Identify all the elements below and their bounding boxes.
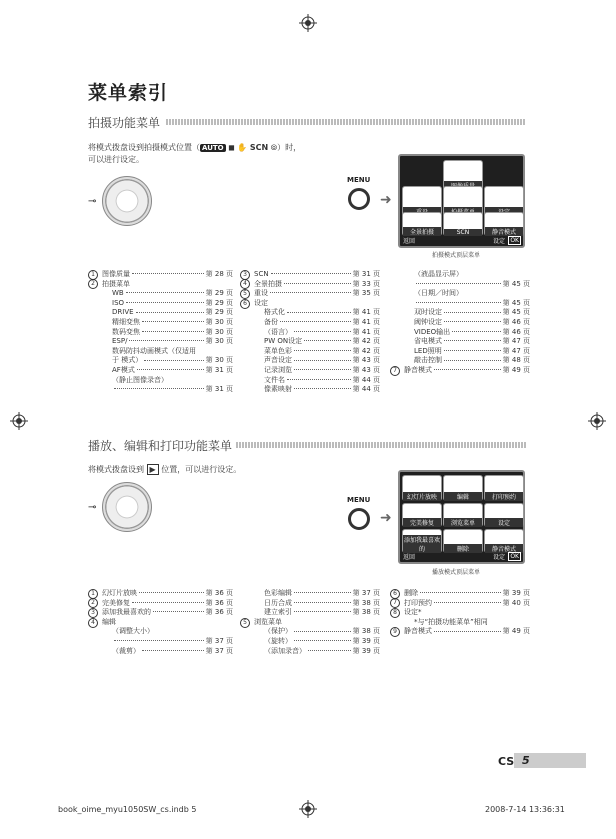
entry-label: 数码防抖动画模式（仅适用 [112,346,196,355]
entry-page-ref[interactable]: 第 41 页 [352,317,380,326]
entry-dots [126,292,204,293]
index-entry [390,608,530,618]
index-entry [88,618,233,628]
entry-page-ref[interactable]: 第 30 页 [205,337,233,346]
entry-page-ref[interactable]: 第 42 页 [352,337,380,346]
entry-page-ref[interactable]: 第 46 页 [502,317,530,326]
intro-text: 将模式拨盘设到 [88,465,144,474]
screen1-caption: 拍摄模式顶层菜单 [432,252,481,259]
entry-page-ref[interactable]: 第 44 页 [352,385,380,394]
entry-page-ref[interactable]: 第 37 页 [205,646,233,655]
index-entry [88,366,233,376]
entry-dots [287,379,351,380]
tile-label: 删除 [444,544,482,553]
screen-tile-print-order[interactable] [484,475,524,501]
index-entry [88,289,233,299]
section1-column-3 [390,270,530,376]
index-entry [88,280,233,290]
entry-label: 阈钟设定 [414,317,442,326]
entry-label: （静止图像录音） [112,375,168,384]
mode-dial[interactable] [102,176,152,226]
registration-mark-bottom [299,800,317,818]
entry-dots [434,369,501,370]
movie-icon: ⦾ [270,143,278,152]
arrow-icon: ⊸ [88,196,97,207]
index-entry [240,280,380,290]
mode-dial[interactable] [102,482,152,532]
screen-tile-add-favorite[interactable] [402,529,442,553]
screen-tile-edit[interactable] [443,475,483,501]
entry-dots [416,302,501,303]
entry-page-ref[interactable]: 第 49 页 [502,365,530,374]
entry-label: DRIVE [112,308,134,317]
entry-dots [294,631,351,632]
playback-menu-screen [398,470,525,564]
entry-dots [416,283,501,284]
entry-label: 于 模式） [112,356,143,365]
entry-label: 日历合成 [264,598,292,607]
entry-label: 拍摄菜单 [102,279,130,288]
section1-column-1 [88,270,233,395]
entry-page-ref[interactable]: 第 45 页 [502,279,530,288]
entry-page-ref[interactable]: 第 30 页 [205,327,233,336]
entry-label: WB [112,289,124,298]
entry-dots [153,611,204,612]
tile-label: 静音模式 [485,227,523,236]
index-entry [390,328,530,338]
entry-page-ref[interactable]: 第 37 页 [352,589,380,597]
index-entry [88,637,233,647]
entry-page-ref[interactable]: 第 38 页 [352,608,380,617]
entry-page-ref[interactable]: 第 33 页 [352,279,380,288]
entry-label: （调整大小） [112,627,154,636]
entry-number: 4 [240,279,250,289]
index-entry [240,299,380,309]
screen-ok: 设定 [492,238,505,245]
index-entry [390,299,530,309]
entry-dots [144,360,203,361]
entry-page-ref[interactable]: 第 49 页 [502,627,530,636]
entry-dots [294,592,351,593]
entry-dots [420,592,501,593]
entry-dots [132,602,204,603]
tile-label: 添加我最喜欢的 [403,537,440,553]
entry-page-ref[interactable]: 第 43 页 [352,365,380,374]
entry-number: 7 [390,366,400,376]
playback-icon: ▶ [147,464,159,475]
index-entry [390,318,530,328]
entry-label: （液晶显示屏） [414,270,463,278]
entry-label: 菜单色彩 [264,346,292,355]
entry-label: 像素映射 [264,385,292,394]
page-lang: CS [498,755,515,768]
entry-label: 数码变焦 [112,327,140,336]
entry-label: ESP/ [112,337,128,346]
ok-icon: OK [510,553,519,560]
registration-mark-right [588,412,606,430]
index-entry [88,328,233,338]
entry-label: 色彩编辑 [264,589,292,597]
index-entry [390,589,530,599]
section2-column-1 [88,589,233,656]
tile-label: 浏览菜单 [444,518,482,527]
index-entry [390,366,530,376]
tile-label: 打印预约 [485,492,523,501]
entry-number: 2 [88,279,98,289]
arrow-icon: ⊸ [88,502,97,513]
entry-page-ref[interactable]: 第 38 页 [352,598,380,607]
entry-page-ref[interactable]: 第 36 页 [205,608,233,617]
page-number: 5 [522,754,530,767]
entry-page-ref[interactable]: 第 42 页 [352,346,380,355]
index-entry [390,289,530,299]
index-entry [88,376,233,386]
registration-mark-top [299,14,317,32]
entry-number: 1 [88,270,98,280]
entry-page-ref[interactable]: 第 47 页 [502,337,530,346]
entry-page-ref[interactable]: 第 41 页 [352,327,380,336]
index-entry [88,337,233,347]
entry-page-ref[interactable]: 第 41 页 [352,308,380,317]
entry-page-ref[interactable]: 第 45 页 [502,308,530,317]
entry-page-ref[interactable]: 第 35 页 [352,289,380,298]
entry-dots [294,331,351,332]
entry-page-ref[interactable]: 第 45 页 [502,298,530,307]
entry-number: 3 [88,608,98,618]
entry-label: 建立索引 [264,608,292,617]
section2-intro [88,464,241,476]
entry-dots [294,360,351,361]
index-entry [390,270,530,280]
section2-heading: 播放、编辑和打印功能菜单 [88,439,233,453]
arrow-right-icon: ➜ [380,192,392,208]
index-entry [390,599,530,609]
entry-label: 备份 [264,317,278,326]
entry-dots [142,321,204,322]
screen-tile-erase[interactable] [443,529,483,553]
entry-dots [114,388,204,389]
section1-heading: 拍摄功能菜单 [88,116,161,130]
entry-number: 2 [88,598,98,608]
screen-ok: 设定 [492,554,505,561]
menu-button[interactable] [348,188,370,210]
index-entry [88,589,233,599]
index-entry [390,280,530,290]
entry-page-ref[interactable]: 第 36 页 [205,598,233,607]
index-entry [240,289,380,299]
entry-page-ref[interactable]: 第 31 页 [352,270,380,278]
tile-label: 全景拍摄 [403,227,441,236]
screen2-caption: 播放模式顶层菜单 [432,569,481,576]
entry-page-ref[interactable]: 第 28 页 [205,270,233,278]
entry-page-ref[interactable]: 第 48 页 [502,356,530,365]
entry-dots [444,350,501,351]
index-entry [240,270,380,280]
index-entry [240,318,380,328]
screen-tile-panorama[interactable] [402,212,442,236]
footer-left: book_oime_myu1050SW_cs.indb 5 [58,805,197,814]
entry-label: 全景拍摄 [254,279,282,288]
entry-label: （裁剪） [112,646,140,655]
entry-label: （保护） [264,627,292,636]
index-entry [88,627,233,637]
entry-page-ref[interactable]: 第 29 页 [205,308,233,317]
entry-dots [444,360,501,361]
entry-label: 静音模式 [404,365,432,374]
entry-page-ref[interactable]: 第 46 页 [502,327,530,336]
menu-button[interactable] [348,508,370,530]
entry-dots [304,340,351,341]
arrow-right-icon: ➜ [380,510,392,526]
screen-tile-scn[interactable] [443,212,483,236]
entry-page-ref[interactable]: 第 40 页 [502,598,530,607]
entry-dots [444,340,501,341]
entry-page-ref[interactable]: 第 39 页 [352,646,380,655]
camera-icon: ◼ [228,143,235,152]
tile-label: 幻灯片放映 [403,492,441,501]
entry-label: 完美修复 [102,598,130,607]
entry-label: LED照明 [414,346,442,355]
menu-label: MENU [347,496,371,504]
entry-dots [280,321,351,322]
entry-label: *与“拍摄功能菜单”相同 [414,617,488,626]
entry-number: 6 [390,589,400,599]
screen-tile-setup[interactable] [484,503,524,527]
entry-label: 静音模式 [404,627,432,636]
entry-label: 省电模式 [414,337,442,346]
entry-label: 编辑 [102,617,116,626]
screen-back: 返回 [403,238,416,245]
index-entry [88,318,233,328]
entry-dots [434,602,501,603]
entry-dots [142,331,204,332]
entry-dots [287,312,351,313]
registration-mark-left [10,412,28,430]
entry-page-ref[interactable]: 第 29 页 [205,289,233,298]
index-entry [240,589,380,599]
entry-dots [114,640,204,641]
entry-label: 图像质量 [102,270,130,278]
intro-text-end: ）时， [277,143,302,152]
entry-dots [126,302,204,303]
tile-label: 完美修复 [403,518,441,527]
entry-label: 浏览菜单 [254,617,282,626]
index-entry [88,647,233,657]
intro-text: 将模式拨盘设到拍摄模式位置（ [88,143,200,152]
screen-tile-silent-mode[interactable] [484,529,524,553]
tile-label: 编辑 [444,492,482,501]
entry-dots [294,640,351,641]
index-entry [240,356,380,366]
index-entry [240,337,380,347]
entry-page-ref[interactable]: 第 38 页 [352,627,380,636]
index-entry [240,328,380,338]
stabilizer-icon: ✋ [237,143,248,152]
entry-label: PW ON设定 [264,337,303,346]
entry-page-ref[interactable]: 第 37 页 [205,636,233,645]
entry-label: AF模式 [112,365,135,374]
entry-dots [294,611,351,612]
index-entry [390,356,530,366]
entry-dots [452,331,500,332]
entry-label: （语言） [264,327,292,336]
tile-label: 静音模式 [485,544,523,553]
index-entry [240,308,380,318]
index-entry [240,366,380,376]
entry-label: （日期／时间） [414,289,463,298]
entry-page-ref[interactable]: 第 30 页 [205,317,233,326]
section1-rule [166,119,526,125]
index-entry [390,337,530,347]
entry-dots [284,283,351,284]
entry-page-ref[interactable]: 第 30 页 [205,356,233,365]
entry-page-ref[interactable]: 第 47 页 [502,346,530,355]
index-entry [88,270,233,280]
screen-tile-playback-menu[interactable] [443,503,483,527]
index-entry [240,627,380,637]
entry-number: 1 [88,589,98,599]
entry-dots [308,650,351,651]
index-entry [240,385,380,395]
page-title: 菜单索引 [88,82,169,104]
entry-label: ISO [112,298,125,307]
entry-label: 打印预约 [404,598,432,607]
index-entry [390,308,530,318]
footer-right: 2008-7-14 13:36:31 [485,805,565,814]
index-entry [88,356,233,366]
index-entry [240,647,380,657]
section1-intro [88,142,301,166]
entry-label: 格式化 [264,308,285,317]
entry-number: 6 [240,299,250,309]
index-entry [390,627,530,637]
entry-page-ref[interactable]: 第 31 页 [205,365,233,374]
entry-dots [129,340,203,341]
entry-label: 声音设定 [264,356,292,365]
entry-label: 设定 [254,298,268,307]
entry-label: （旋转） [264,636,292,645]
entry-dots [294,369,351,370]
entry-page-ref[interactable]: 第 44 页 [352,375,380,384]
entry-label: 重设 [254,289,268,298]
entry-page-ref[interactable]: 第 31 页 [205,385,233,394]
entry-dots [444,321,501,322]
entry-number: 9 [390,627,400,637]
entry-dots [434,631,501,632]
entry-number: 5 [240,289,250,299]
index-entry [88,599,233,609]
entry-number: 4 [88,618,98,628]
entry-label: 删除 [404,589,418,597]
index-entry [88,385,233,395]
entry-number: 5 [240,618,250,628]
shooting-menu-screen [398,154,525,248]
index-entry [88,299,233,309]
entry-page-ref[interactable]: 第 29 页 [205,298,233,307]
entry-dots [132,273,204,274]
menu-label: MENU [347,176,371,184]
intro-text-line2: 可以进行设定。 [88,155,144,164]
entry-dots [294,602,351,603]
entry-dots [139,592,204,593]
entry-dots [136,312,204,313]
entry-label: 设定* [404,608,422,617]
index-entry [390,618,530,628]
entry-label: 文件名 [264,375,285,384]
entry-dots [294,350,351,351]
entry-number: 8 [390,608,400,618]
intro-text-end: 位置，可以进行设定。 [161,465,242,474]
entry-label: VIDEO输出 [414,327,451,336]
entry-label: 幻灯片放映 [102,589,137,597]
section2-rule [236,442,526,448]
entry-page-ref[interactable]: 第 39 页 [352,636,380,645]
entry-page-ref[interactable]: 第 36 页 [205,589,233,597]
entry-dots [137,369,204,370]
entry-page-ref[interactable]: 第 39 页 [502,589,530,597]
entry-dots [270,292,351,293]
entry-label: 双时设定 [414,308,442,317]
entry-label: 敲击控制 [414,356,442,365]
entry-number: 3 [240,270,250,280]
index-entry [240,618,380,628]
index-entry [88,308,233,318]
index-entry [390,347,530,357]
entry-page-ref[interactable]: 第 43 页 [352,356,380,365]
index-entry [240,637,380,647]
entry-label: （添加录音） [264,646,306,655]
entry-label: 添加我最喜欢的 [102,608,151,617]
index-entry [240,599,380,609]
tile-label: SCN [444,229,482,236]
entry-number: 7 [390,598,400,608]
entry-dots [271,273,351,274]
section2-column-3 [390,589,530,637]
mode-scn-badge: SCN [249,143,269,152]
screen-tile-silent-mode[interactable] [484,212,524,236]
index-entry [88,608,233,618]
index-entry [240,608,380,618]
index-entry [88,347,233,357]
mode-auto-badge: AUTO [202,144,224,152]
index-entry [240,376,380,386]
screen-tile-slideshow[interactable] [402,475,442,501]
index-entry [240,347,380,357]
section2-column-2 [240,589,380,656]
entry-dots [142,650,204,651]
tile-label: 设定 [485,518,523,527]
entry-label: SCN [254,270,269,278]
entry-label: 记录浏览 [264,365,292,374]
screen-tile-perfect-fix[interactable] [402,503,442,527]
section1-column-2 [240,270,380,395]
entry-dots [294,388,351,389]
ok-icon: OK [510,237,519,244]
screen-back: 返回 [403,554,416,561]
entry-dots [444,312,501,313]
entry-label: 精细变焦 [112,317,140,326]
